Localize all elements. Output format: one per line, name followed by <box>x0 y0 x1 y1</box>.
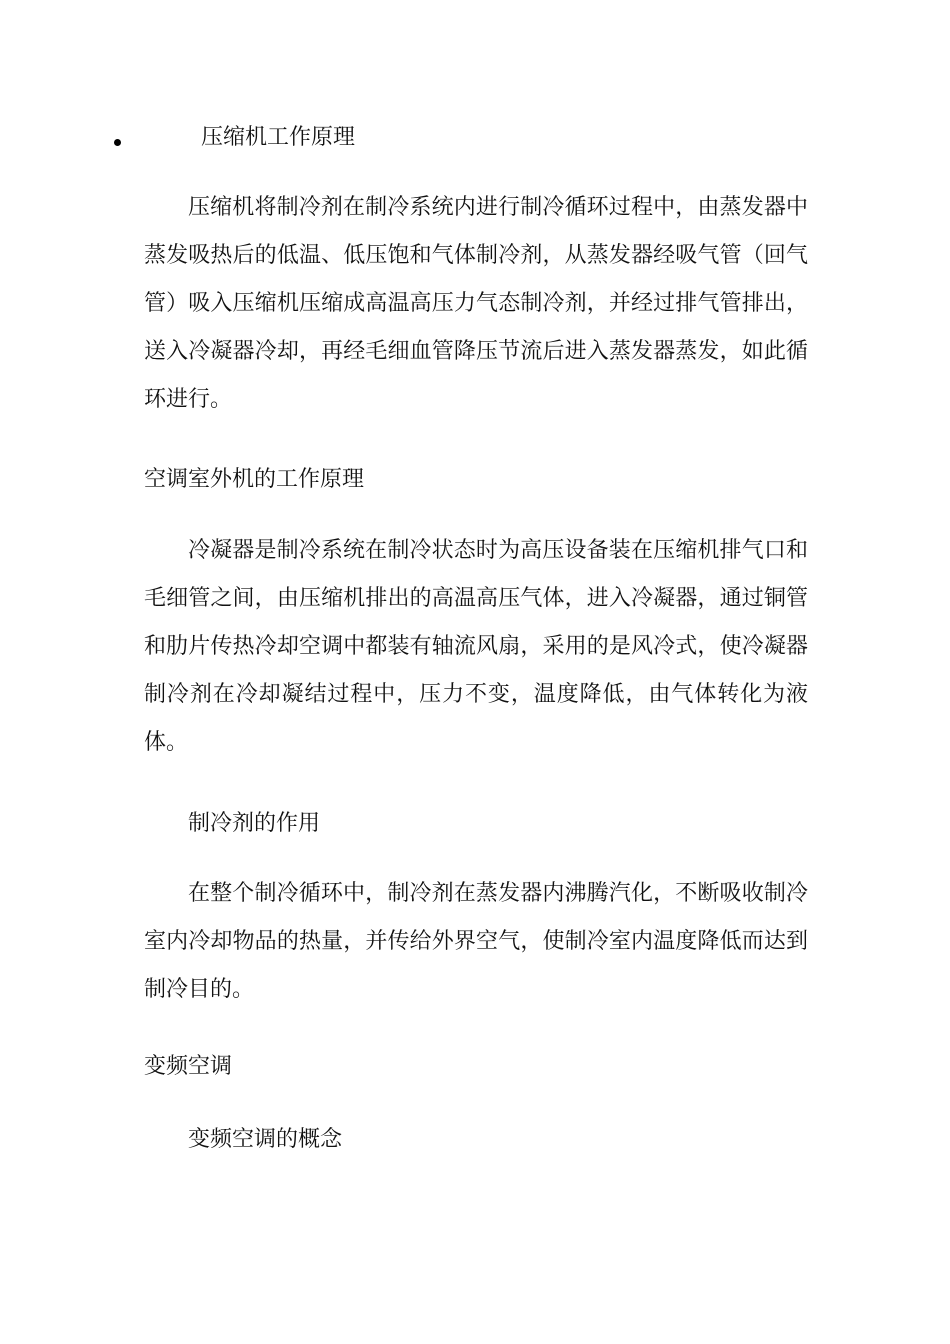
paragraph-compressor: 压缩机将制冷剂在制冷系统内进行制冷循环过程中，由蒸发器中蒸发吸热后的低温、低压饱和气体制冷剂，从蒸发器经吸气管（回气管）吸入压缩机压缩成高温高压力气态制冷剂，并经过排气管排出，送入冷凝器冷却，再经毛细血管降压节流后进入蒸发器蒸发，如此循环进行。 <box>144 195 808 412</box>
section-heading-inverter-concept: 变频空调的概念 <box>188 1127 343 1152</box>
paragraph-refrigerant: 在整个制冷循环中，制冷剂在蒸发器内沸腾汽化，不断吸收制冷室内冷却物品的热量，并传给外界空气，使制冷室内温度降低而达到制冷目的。 <box>144 881 808 1002</box>
section-heading-refrigerant: 制冷剂的作用 <box>188 811 321 836</box>
section-heading-inverter-ac: 变频空调 <box>144 1054 233 1079</box>
section-heading-compressor: 压缩机工作原理 <box>201 125 356 150</box>
paragraph-outdoor-unit: 冷凝器是制冷系统在制冷状态时为高压设备装在压缩机排气口和毛细管之间，由压缩机排出的高温高压气体，进入冷凝器，通过铜管和肋片传热冷却空调中都装有轴流风扇，采用的是风冷式，使冷凝器制冷剂在冷却凝结过程中，压力不变，温度降低，由气体转化为液体。 <box>144 538 808 755</box>
bullet-icon <box>114 139 121 146</box>
section-heading-outdoor-unit: 空调室外机的工作原理 <box>144 467 365 492</box>
